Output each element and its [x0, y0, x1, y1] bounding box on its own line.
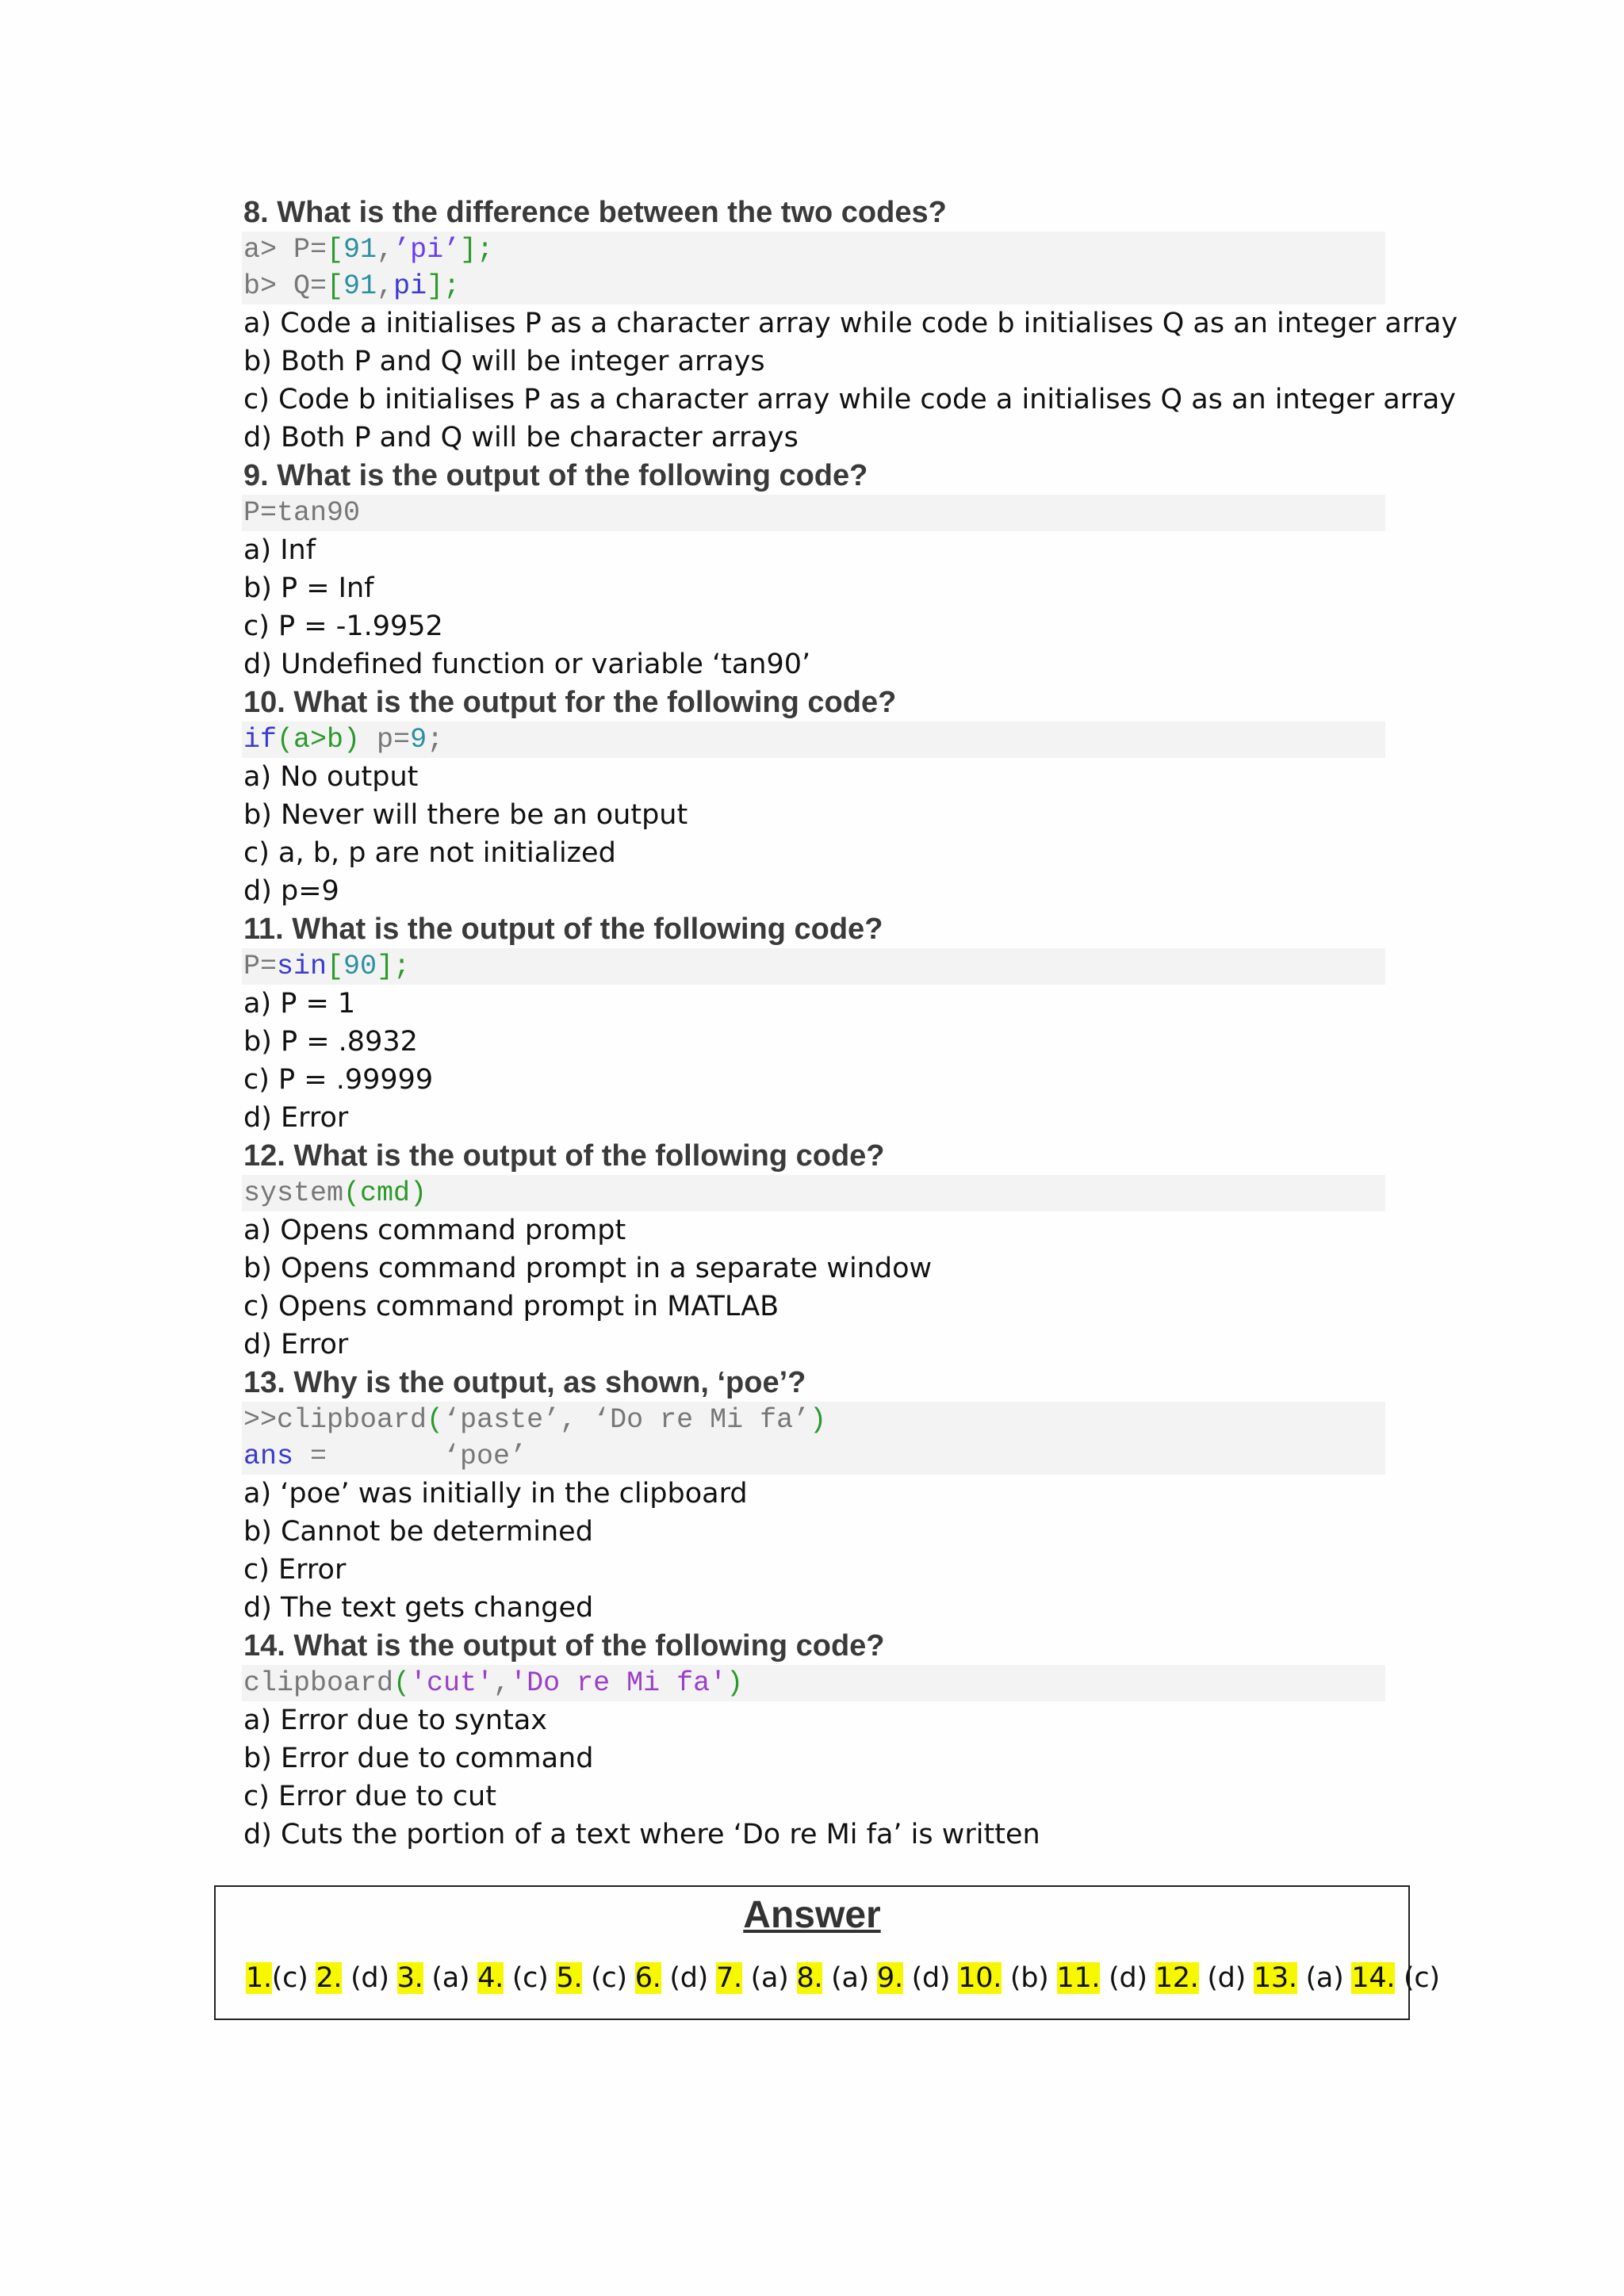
answer-key-item [1351, 1962, 1439, 1994]
code-token: ) [726, 1667, 744, 1699]
answer-option: c) Code b initialises P as a character array while code a initialises Q as an integer array [243, 384, 1456, 415]
code-token: sin [277, 951, 327, 982]
answer-key-choice: (a) [1305, 1962, 1344, 1994]
answer-key-choice: (a) [750, 1962, 789, 1994]
code-token: ans [243, 1441, 294, 1472]
code-block [242, 1665, 1385, 1701]
code-block [242, 721, 1385, 758]
answer-option: d) The text gets changed [243, 1592, 594, 1624]
code-line [243, 721, 1385, 758]
code-token: system [243, 1177, 344, 1209]
code-line [243, 495, 1385, 531]
code-token: [ [327, 234, 344, 266]
answer-option: a) Code a initialises P as a character array while code b initialises Q as an integer array [243, 308, 1458, 339]
code-token: ]; [377, 951, 411, 982]
answer-key-number: 4. [477, 1962, 504, 1994]
answer-key-item [797, 1962, 869, 1994]
code-token: ( [427, 1404, 444, 1436]
code-token: 'cut' [410, 1667, 494, 1699]
answer-key-number: 7. [716, 1962, 742, 1994]
answer-key-choice: (d) [350, 1962, 389, 1994]
question-block [243, 1137, 1385, 1364]
answer-option: a) Error due to syntax [243, 1705, 548, 1736]
question-block [243, 910, 1385, 1137]
code-token: ]; [460, 234, 494, 266]
code-token: pi [393, 270, 427, 302]
code-token: 'Do re Mi fa' [510, 1667, 727, 1699]
code-line [243, 948, 1385, 985]
code-token: if [243, 724, 278, 756]
answer-key-choice: (d) [1207, 1962, 1246, 1994]
answer-key-item [1155, 1962, 1246, 1994]
answer-key-item [958, 1962, 1048, 1994]
code-token: ]; [427, 270, 461, 302]
answer-key-choice: (d) [911, 1962, 951, 1994]
question-block [243, 1627, 1385, 1854]
code-token: [ [327, 270, 344, 302]
question-title: 9. What is the output of the following code? [243, 459, 868, 492]
answer-box [214, 1885, 1440, 2020]
code-block [242, 495, 1385, 531]
code-token: (cmd) [343, 1177, 427, 1209]
answer-key-choice: (b) [1009, 1962, 1049, 1994]
question-title: 11. What is the output of the following code? [243, 913, 883, 946]
code-token: a> P= [243, 234, 327, 266]
code-token: 9 [410, 724, 427, 756]
question-title: 8. What is the difference between the two codes? [243, 196, 947, 229]
answer-key-item [246, 1962, 308, 1994]
code-token: 91 [343, 270, 377, 302]
answer-key-number: 12. [1155, 1962, 1199, 1994]
answer-key-number: 3. [396, 1962, 423, 1994]
answer-option: a) Opens command prompt [243, 1215, 626, 1246]
code-block [242, 1402, 1385, 1475]
code-token: clipboard [243, 1667, 394, 1699]
code-line [243, 1438, 1385, 1475]
answer-key-item [316, 1962, 389, 1994]
answer-title: Answer [743, 1894, 881, 1936]
answer-option: b) P = .8932 [243, 1026, 418, 1058]
code-token: ’pi’ [393, 234, 461, 266]
answer-key-item [635, 1962, 708, 1994]
answer-key-number: 8. [796, 1962, 823, 1994]
question-title: 10. What is the output for the following code? [243, 686, 897, 719]
code-token: , [377, 270, 394, 302]
answer-option: b) P = Inf [243, 572, 374, 604]
answer-key-choice: (a) [431, 1962, 470, 1994]
answer-option: d) Error [243, 1329, 349, 1360]
answer-key-choice: (c) [591, 1962, 627, 1994]
answer-option: d) Undefined function or variable ‘tan90’ [243, 649, 811, 680]
code-token: 90 [343, 951, 377, 982]
code-block [242, 1175, 1385, 1211]
code-token: P=tan90 [243, 497, 361, 529]
answer-key-item [556, 1962, 626, 1994]
answer-option: d) Both P and Q will be character arrays [243, 422, 799, 453]
code-token: [ [327, 951, 344, 982]
answer-option: a) No output [243, 761, 419, 793]
code-line [243, 1402, 1385, 1438]
answer-option: b) Both P and Q will be integer arrays [243, 346, 765, 377]
code-token: p= [360, 724, 411, 756]
answer-option: c) a, b, p are not initialized [243, 837, 616, 869]
answer-key-item [716, 1962, 788, 1994]
code-token: ; [427, 724, 444, 756]
code-block [242, 232, 1385, 304]
question-list [243, 193, 1458, 1854]
answer-key-number: 14. [1351, 1962, 1396, 1994]
answer-key-number: 9. [877, 1962, 903, 1994]
code-token: >>clipboard [243, 1404, 427, 1436]
answer-key [246, 1958, 1448, 1998]
answer-key-item [397, 1962, 469, 1994]
answer-key-number: 1. [246, 1962, 272, 1994]
code-token: P= [243, 951, 278, 982]
answer-option: b) Never will there be an output [243, 799, 688, 831]
code-token: ( [393, 1667, 411, 1699]
answer-key-number: 5. [556, 1962, 583, 1994]
answer-key-choice: (d) [1109, 1962, 1147, 1994]
answer-option: c) Error due to cut [243, 1781, 496, 1812]
answer-option: a) Inf [243, 534, 316, 566]
answer-option: c) P = -1.9952 [243, 610, 443, 642]
answer-key-choice: (a) [831, 1962, 869, 1994]
code-token: ) [810, 1404, 827, 1436]
question-title: 14. What is the output of the following code? [243, 1629, 885, 1663]
answer-key-choice: (c) [271, 1962, 308, 1994]
answer-option: d) Error [243, 1102, 349, 1134]
answer-option: d) Cuts the portion of a text where ‘Do re Mi fa’ is written [243, 1819, 1040, 1850]
answer-option: b) Opens command prompt in a separate window [243, 1253, 933, 1284]
code-token: b> Q= [243, 270, 327, 302]
code-token: ‘paste’, ‘Do re Mi fa’ [443, 1404, 810, 1436]
answer-key-number: 13. [1253, 1962, 1297, 1994]
answer-option: c) P = .99999 [243, 1064, 434, 1096]
code-block [242, 948, 1385, 985]
code-line [243, 1665, 1385, 1701]
answer-key-number: 2. [316, 1962, 343, 1994]
answer-option: a) ‘poe’ was initially in the clipboard [243, 1478, 748, 1510]
answer-option: c) Error [243, 1554, 347, 1586]
question-block [243, 193, 1458, 457]
answer-key-item [1254, 1962, 1343, 1994]
answer-option: a) P = 1 [243, 988, 356, 1020]
code-line [243, 268, 1385, 304]
code-token: , [493, 1667, 511, 1699]
answer-key-choice: (c) [1404, 1962, 1440, 1994]
code-token: = ‘poe’ [293, 1441, 527, 1472]
code-token: (a>b) [277, 724, 361, 756]
answer-key-choice: (c) [511, 1962, 549, 1994]
question-block [243, 1364, 1385, 1627]
answer-key-number: 6. [634, 1962, 661, 1994]
question-block [243, 683, 1385, 910]
question-title: 12. What is the output of the following code? [243, 1139, 885, 1173]
answer-key-number: 10. [958, 1962, 1002, 1994]
answer-key-choice: (d) [669, 1962, 709, 1994]
answer-option: d) p=9 [243, 875, 339, 907]
code-line [243, 232, 1385, 268]
code-line [243, 1175, 1385, 1211]
answer-option: b) Error due to command [243, 1743, 594, 1774]
answer-option: b) Cannot be determined [243, 1516, 593, 1548]
answer-key-item [1057, 1962, 1147, 1994]
code-token: 91 [343, 234, 377, 266]
answer-key-item [877, 1962, 950, 1994]
answer-key-item [477, 1962, 548, 1994]
answer-key-number: 11. [1056, 1962, 1101, 1994]
question-title: 13. Why is the output, as shown, ‘poe’? [243, 1366, 806, 1399]
question-block [243, 457, 1385, 683]
code-token: , [377, 234, 394, 266]
answer-option: c) Opens command prompt in MATLAB [243, 1291, 779, 1322]
